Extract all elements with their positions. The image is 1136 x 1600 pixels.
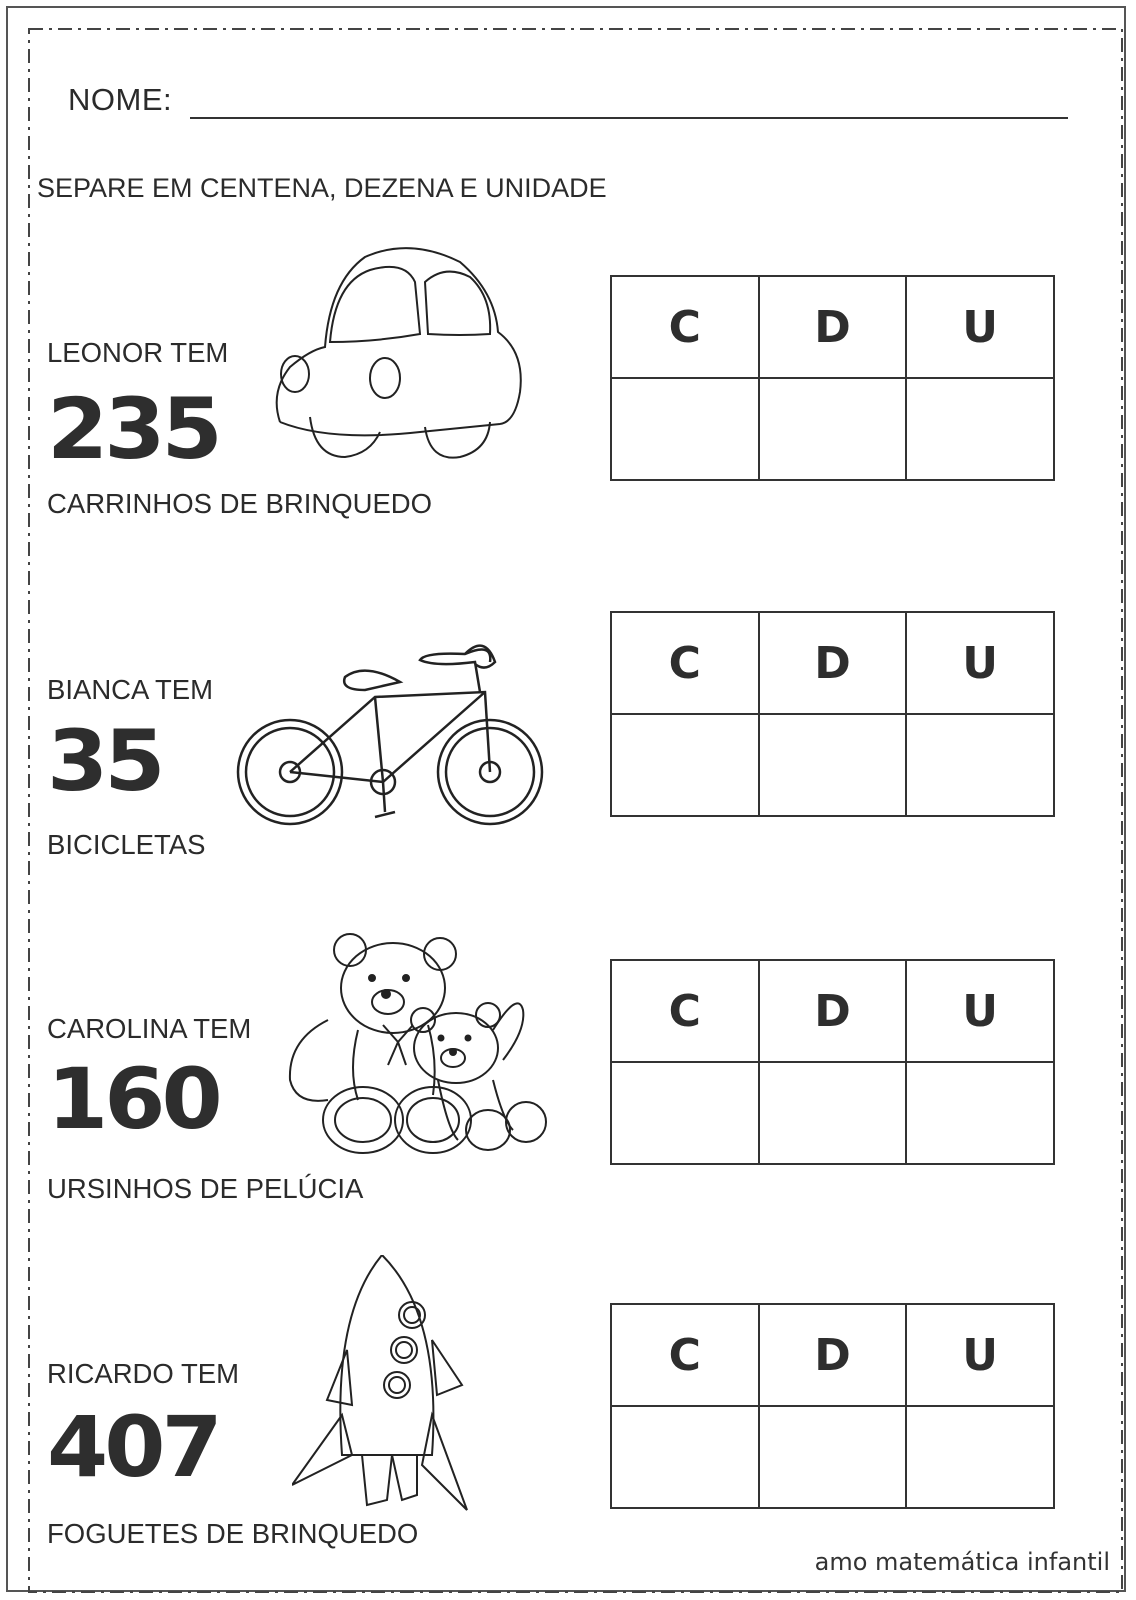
cdu-table <box>610 275 1055 481</box>
answer-centena[interactable] <box>611 714 759 816</box>
task-object: BICICLETAS <box>47 829 206 860</box>
answer-unidade[interactable] <box>906 714 1054 816</box>
answer-unidade[interactable] <box>906 378 1054 480</box>
header-dezena: D <box>759 276 907 378</box>
task-2 <box>0 572 1136 872</box>
task-4 <box>0 1250 1136 1550</box>
task-person: LEONOR TEM <box>47 337 229 368</box>
answer-centena[interactable] <box>611 1062 759 1164</box>
header-unidade: U <box>906 1304 1054 1406</box>
task-person: BIANCA TEM <box>47 674 214 705</box>
task-object: FOGUETES DE BRINQUEDO <box>47 1518 419 1549</box>
answer-dezena[interactable] <box>759 378 907 480</box>
answer-dezena[interactable] <box>759 714 907 816</box>
answer-centena[interactable] <box>611 378 759 480</box>
task-person: CAROLINA TEM <box>47 1013 252 1044</box>
cdu-table <box>610 611 1055 817</box>
task-number: 160 <box>47 1050 219 1148</box>
header-dezena: D <box>759 612 907 714</box>
task-3 <box>0 910 1136 1210</box>
toy-car-icon <box>270 242 535 467</box>
footer-credit: amo matemática infantil <box>809 1548 1110 1576</box>
header-unidade: U <box>906 960 1054 1062</box>
task-object: URSINHOS DE PELÚCIA <box>47 1173 364 1204</box>
answer-unidade[interactable] <box>906 1406 1054 1508</box>
answer-dezena[interactable] <box>759 1062 907 1164</box>
header-centena: C <box>611 1304 759 1406</box>
header-dezena: D <box>759 1304 907 1406</box>
header-centena: C <box>611 612 759 714</box>
header-unidade: U <box>906 612 1054 714</box>
header-dezena: D <box>759 960 907 1062</box>
answer-dezena[interactable] <box>759 1406 907 1508</box>
task-number: 35 <box>47 712 162 810</box>
bicycle-icon <box>235 642 550 832</box>
task-person: RICARDO TEM <box>47 1358 240 1389</box>
teddy-bears-icon <box>288 930 553 1155</box>
task-number: 407 <box>47 1398 219 1496</box>
answer-centena[interactable] <box>611 1406 759 1508</box>
cdu-table <box>610 959 1055 1165</box>
name-input-line[interactable] <box>190 117 1068 119</box>
header-centena: C <box>611 960 759 1062</box>
task-number: 235 <box>47 380 219 478</box>
instruction-text: SEPARE EM CENTENA, DEZENA E UNIDADE <box>37 173 607 203</box>
name-label: NOME: <box>68 82 173 117</box>
task-1 <box>0 240 1136 540</box>
header-centena: C <box>611 276 759 378</box>
header-unidade: U <box>906 276 1054 378</box>
rocket-icon <box>292 1255 472 1525</box>
cdu-table <box>610 1303 1055 1509</box>
answer-unidade[interactable] <box>906 1062 1054 1164</box>
task-object: CARRINHOS DE BRINQUEDO <box>47 488 433 519</box>
